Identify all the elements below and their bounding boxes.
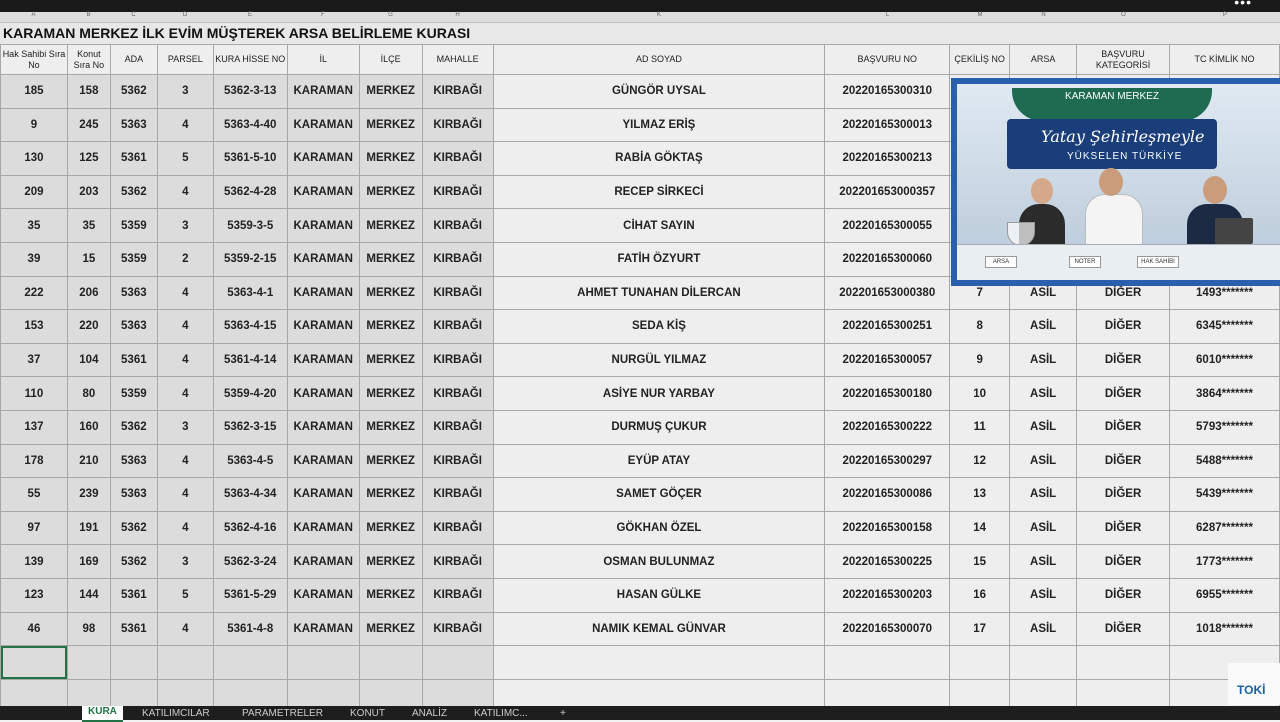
table-row xyxy=(1,444,1280,478)
cell-il[interactable]: KARAMAN xyxy=(287,511,359,545)
sheet-tab-analiz[interactable]: ANALİZ xyxy=(412,708,448,719)
cell-arsa[interactable]: ASİL xyxy=(1010,478,1077,512)
cell-kura-hisse-no[interactable]: 5361-5-29 xyxy=(213,578,287,612)
column-letter-m[interactable]: M xyxy=(977,12,983,18)
cell-cekilis-no[interactable]: 17 xyxy=(950,612,1010,646)
sheet-tab-parametreler[interactable]: PARAMETRELER xyxy=(242,708,323,719)
cell-basvuru-kategorisi[interactable]: DİĞER xyxy=(1077,578,1170,612)
cell-ilce[interactable]: MERKEZ xyxy=(359,209,422,243)
desk-sign-hak-sahibi: HAK SAHİBİ xyxy=(1137,256,1179,268)
cell-basvuru-no[interactable]: 20220165300213 xyxy=(825,142,950,176)
cell-hak-sahibi-sira-no[interactable]: 55 xyxy=(1,478,68,512)
cell-il[interactable]: KARAMAN xyxy=(287,444,359,478)
cell-konut-sira-no[interactable]: 191 xyxy=(67,511,110,545)
cell-basvuru-no[interactable]: 20220165300310 xyxy=(825,75,950,109)
cell-ada[interactable]: 5359 xyxy=(110,377,157,411)
cell-hak-sahibi-sira-no[interactable]: 110 xyxy=(1,377,68,411)
cell-ada[interactable]: 5362 xyxy=(110,545,157,579)
cell-basvuru-no[interactable]: 20220165300225 xyxy=(825,545,950,579)
cell-ilce[interactable]: MERKEZ xyxy=(359,545,422,579)
cell-ad-soyad[interactable]: GÖKHAN ÖZEL xyxy=(493,511,825,545)
cell-mahalle[interactable]: KIRBAĞI xyxy=(422,310,493,344)
cell-hak-sahibi-sira-no[interactable]: 37 xyxy=(1,343,68,377)
cell-il[interactable]: KARAMAN xyxy=(287,276,359,310)
toki-logo-text: TOKİ xyxy=(1237,683,1266,697)
empty-cell[interactable] xyxy=(422,646,493,680)
cell-arsa[interactable]: ASİL xyxy=(1010,545,1077,579)
header-tc-kimlik-no[interactable]: TC KİMLİK NO xyxy=(1170,45,1280,75)
header-ilce[interactable]: İLÇE xyxy=(359,45,422,75)
cell-ada[interactable]: 5359 xyxy=(110,242,157,276)
cell-ad-soyad[interactable]: SEDA KİŞ xyxy=(493,310,825,344)
cell-tc-kimlik-no[interactable]: 5793******* xyxy=(1170,410,1280,444)
live-stream-overlay xyxy=(951,78,1280,286)
cell-hak-sahibi-sira-no[interactable]: 39 xyxy=(1,242,68,276)
column-letter-l[interactable]: L xyxy=(885,12,890,18)
cell-ada[interactable]: 5359 xyxy=(110,209,157,243)
cell-cekilis-no[interactable]: 9 xyxy=(950,343,1010,377)
cell-basvuru-kategorisi[interactable]: DİĞER xyxy=(1077,276,1170,310)
cell-basvuru-no[interactable]: 20220165300222 xyxy=(825,410,950,444)
cell-basvuru-no[interactable]: 20220165300158 xyxy=(825,511,950,545)
cell-ad-soyad[interactable]: FATİH ÖZYURT xyxy=(493,242,825,276)
cell-kura-hisse-no[interactable]: 5362-4-28 xyxy=(213,175,287,209)
cell-kura-hisse-no[interactable]: 5359-4-20 xyxy=(213,377,287,411)
empty-cell[interactable] xyxy=(67,646,110,680)
cell-ad-soyad[interactable]: YILMAZ ERİŞ xyxy=(493,108,825,142)
column-letter-o[interactable]: O xyxy=(1121,12,1126,18)
column-letter-k[interactable]: K xyxy=(656,12,661,18)
cell-kura-hisse-no[interactable]: 5362-3-24 xyxy=(213,545,287,579)
cell-konut-sira-no[interactable]: 125 xyxy=(67,142,110,176)
cell-ad-soyad[interactable]: NAMIK KEMAL GÜNVAR xyxy=(493,612,825,646)
cell-il[interactable]: KARAMAN xyxy=(287,545,359,579)
cell-il[interactable]: KARAMAN xyxy=(287,343,359,377)
cell-kura-hisse-no[interactable]: 5359-3-5 xyxy=(213,209,287,243)
cell-konut-sira-no[interactable]: 245 xyxy=(67,108,110,142)
cell-cekilis-no[interactable]: 14 xyxy=(950,511,1010,545)
cell-mahalle[interactable]: KIRBAĞI xyxy=(422,276,493,310)
cell-ilce[interactable]: MERKEZ xyxy=(359,578,422,612)
cell-cekilis-no[interactable]: 13 xyxy=(950,478,1010,512)
laptop xyxy=(1215,218,1253,244)
cell-mahalle[interactable]: KIRBAĞI xyxy=(422,478,493,512)
cell-kura-hisse-no[interactable]: 5362-4-16 xyxy=(213,511,287,545)
cell-il[interactable]: KARAMAN xyxy=(287,142,359,176)
column-letter-header xyxy=(0,12,1280,23)
cell-ad-soyad[interactable]: RECEP SİRKECİ xyxy=(493,175,825,209)
cell-ada[interactable]: 5361 xyxy=(110,343,157,377)
cell-ilce[interactable]: MERKEZ xyxy=(359,75,422,109)
cell-basvuru-kategorisi[interactable]: DİĞER xyxy=(1077,511,1170,545)
cell-mahalle[interactable]: KIRBAĞI xyxy=(422,343,493,377)
cell-konut-sira-no[interactable]: 98 xyxy=(67,612,110,646)
cell-konut-sira-no[interactable]: 206 xyxy=(67,276,110,310)
cell-parsel[interactable]: 4 xyxy=(157,343,213,377)
cell-konut-sira-no[interactable]: 203 xyxy=(67,175,110,209)
empty-cell[interactable] xyxy=(1077,646,1170,680)
cell-ad-soyad[interactable]: EYÜP ATAY xyxy=(493,444,825,478)
cell-ilce[interactable]: MERKEZ xyxy=(359,108,422,142)
cell-hak-sahibi-sira-no[interactable]: 9 xyxy=(1,108,68,142)
cell-parsel[interactable]: 4 xyxy=(157,511,213,545)
cell-kura-hisse-no[interactable]: 5363-4-15 xyxy=(213,310,287,344)
cell-il[interactable]: KARAMAN xyxy=(287,108,359,142)
cell-kura-hisse-no[interactable]: 5363-4-1 xyxy=(213,276,287,310)
cell-parsel[interactable]: 5 xyxy=(157,142,213,176)
header-kura-hisse-no[interactable]: KURA HİSSE NO xyxy=(213,45,287,75)
sheet-tab-katilimc[interactable]: KATILIMC... xyxy=(474,708,528,719)
cell-il[interactable]: KARAMAN xyxy=(287,578,359,612)
cell-mahalle[interactable]: KIRBAĞI xyxy=(422,242,493,276)
cell-basvuru-kategorisi[interactable]: DİĞER xyxy=(1077,612,1170,646)
column-letter-p[interactable]: P xyxy=(1222,12,1227,18)
cell-ada[interactable]: 5363 xyxy=(110,276,157,310)
cell-basvuru-no[interactable]: 202201653000357 xyxy=(825,175,950,209)
cell-mahalle[interactable]: KIRBAĞI xyxy=(422,511,493,545)
header-hak-sahibi-sira-no[interactable]: Hak Sahibi Sıra No xyxy=(1,45,68,75)
header-row xyxy=(1,45,1280,75)
sheet-title-row xyxy=(0,23,1280,45)
header-cekilis-no[interactable]: ÇEKİLİŞ NO xyxy=(950,45,1010,75)
header-ad-soyad[interactable]: AD SOYAD xyxy=(493,45,825,75)
table-row xyxy=(1,545,1280,579)
cell-hak-sahibi-sira-no[interactable]: 97 xyxy=(1,511,68,545)
cell-konut-sira-no[interactable]: 144 xyxy=(67,578,110,612)
cell-ilce[interactable]: MERKEZ xyxy=(359,511,422,545)
cell-kura-hisse-no[interactable]: 5362-3-15 xyxy=(213,410,287,444)
cell-parsel[interactable]: 4 xyxy=(157,377,213,411)
cell-basvuru-no[interactable]: 20220165300013 xyxy=(825,108,950,142)
empty-cell[interactable] xyxy=(157,646,213,680)
cell-parsel[interactable]: 3 xyxy=(157,545,213,579)
cell-tc-kimlik-no[interactable]: 1493******* xyxy=(1170,276,1280,310)
header-basvuru-kategorisi[interactable]: BAŞVURU KATEGORİSİ xyxy=(1077,45,1170,75)
cell-ad-soyad[interactable]: SAMET GÖÇER xyxy=(493,478,825,512)
cell-mahalle[interactable]: KIRBAĞI xyxy=(422,377,493,411)
cell-konut-sira-no[interactable]: 239 xyxy=(67,478,110,512)
cell-mahalle[interactable]: KIRBAĞI xyxy=(422,142,493,176)
cell-parsel[interactable]: 4 xyxy=(157,108,213,142)
column-letter-h[interactable]: H xyxy=(455,12,460,18)
cell-kura-hisse-no[interactable]: 5361-4-14 xyxy=(213,343,287,377)
column-letter-b[interactable]: B xyxy=(86,12,91,18)
cell-il[interactable]: KARAMAN xyxy=(287,75,359,109)
table-row xyxy=(1,578,1280,612)
cell-basvuru-no[interactable]: 20220165300297 xyxy=(825,444,950,478)
cell-tc-kimlik-no[interactable]: 5488******* xyxy=(1170,444,1280,478)
cell-kura-hisse-no[interactable]: 5363-4-40 xyxy=(213,108,287,142)
cell-il[interactable]: KARAMAN xyxy=(287,410,359,444)
cell-ilce[interactable]: MERKEZ xyxy=(359,410,422,444)
cell-mahalle[interactable]: KIRBAĞI xyxy=(422,612,493,646)
cell-arsa[interactable]: ASİL xyxy=(1010,310,1077,344)
presenter-left-head xyxy=(1031,178,1053,204)
cell-hak-sahibi-sira-no[interactable]: 178 xyxy=(1,444,68,478)
cell-ada[interactable]: 5361 xyxy=(110,578,157,612)
cell-ad-soyad[interactable]: AHMET TUNAHAN DİLERCAN xyxy=(493,276,825,310)
cell-konut-sira-no[interactable]: 15 xyxy=(67,242,110,276)
stream-board xyxy=(1007,119,1217,169)
cell-il[interactable]: KARAMAN xyxy=(287,209,359,243)
stream-scene xyxy=(957,84,1280,280)
cell-hak-sahibi-sira-no[interactable]: 153 xyxy=(1,310,68,344)
window-top-bar xyxy=(0,0,1280,12)
cell-ad-soyad[interactable]: GÜNGÖR UYSAL xyxy=(493,75,825,109)
cell-il[interactable]: KARAMAN xyxy=(287,242,359,276)
cell-hak-sahibi-sira-no[interactable]: 185 xyxy=(1,75,68,109)
cell-mahalle[interactable]: KIRBAĞI xyxy=(422,410,493,444)
table-row xyxy=(1,343,1280,377)
cell-konut-sira-no[interactable]: 158 xyxy=(67,75,110,109)
cell-kura-hisse-no[interactable]: 5363-4-5 xyxy=(213,444,287,478)
header-il[interactable]: İL xyxy=(287,45,359,75)
cell-basvuru-no[interactable]: 20220165300070 xyxy=(825,612,950,646)
sheet-tab-katilimcilar[interactable]: KATILIMCILAR xyxy=(142,708,210,719)
cell-basvuru-no[interactable]: 20220165300180 xyxy=(825,377,950,411)
empty-cell[interactable] xyxy=(359,646,422,680)
cell-parsel[interactable]: 4 xyxy=(157,310,213,344)
cell-konut-sira-no[interactable]: 169 xyxy=(67,545,110,579)
cell-ilce[interactable]: MERKEZ xyxy=(359,276,422,310)
cell-ada[interactable]: 5363 xyxy=(110,108,157,142)
cell-basvuru-kategorisi[interactable]: DİĞER xyxy=(1077,343,1170,377)
sheet-tab-bar xyxy=(0,706,1280,720)
cell-basvuru-no[interactable]: 20220165300086 xyxy=(825,478,950,512)
cell-konut-sira-no[interactable]: 160 xyxy=(67,410,110,444)
column-letter-c[interactable]: C xyxy=(131,12,136,18)
stream-banner: KARAMAN MERKEZ xyxy=(1012,88,1212,121)
header-basvuru-no[interactable]: BAŞVURU NO xyxy=(825,45,950,75)
cell-ilce[interactable]: MERKEZ xyxy=(359,377,422,411)
cell-basvuru-no[interactable]: 20220165300060 xyxy=(825,242,950,276)
cell-il[interactable]: KARAMAN xyxy=(287,478,359,512)
empty-cell[interactable] xyxy=(110,646,157,680)
empty-cell[interactable] xyxy=(287,646,359,680)
cell-basvuru-kategorisi[interactable]: DİĞER xyxy=(1077,410,1170,444)
cell-mahalle[interactable]: KIRBAĞI xyxy=(422,175,493,209)
cell-konut-sira-no[interactable]: 104 xyxy=(67,343,110,377)
cell-ada[interactable]: 5361 xyxy=(110,142,157,176)
cell-tc-kimlik-no[interactable]: 6955******* xyxy=(1170,578,1280,612)
cell-cekilis-no[interactable]: 7 xyxy=(950,276,1010,310)
cell-basvuru-kategorisi[interactable]: DİĞER xyxy=(1077,310,1170,344)
cell-parsel[interactable]: 3 xyxy=(157,75,213,109)
cell-basvuru-kategorisi[interactable]: DİĞER xyxy=(1077,545,1170,579)
cell-mahalle[interactable]: KIRBAĞI xyxy=(422,444,493,478)
cell-ilce[interactable]: MERKEZ xyxy=(359,175,422,209)
table-row xyxy=(1,410,1280,444)
cell-hak-sahibi-sira-no[interactable]: 222 xyxy=(1,276,68,310)
cell-cekilis-no[interactable]: 12 xyxy=(950,444,1010,478)
cell-ad-soyad[interactable]: HASAN GÜLKE xyxy=(493,578,825,612)
add-sheet-icon[interactable]: + xyxy=(560,708,566,719)
cell-basvuru-no[interactable]: 20220165300203 xyxy=(825,578,950,612)
cell-mahalle[interactable]: KIRBAĞI xyxy=(422,578,493,612)
cell-mahalle[interactable]: KIRBAĞI xyxy=(422,545,493,579)
cell-parsel[interactable]: 4 xyxy=(157,175,213,209)
sheet-tab-kura[interactable]: KURA xyxy=(82,706,123,722)
cell-cekilis-no[interactable]: 11 xyxy=(950,410,1010,444)
cell-arsa[interactable]: ASİL xyxy=(1010,612,1077,646)
presenter-center xyxy=(1085,194,1143,251)
cell-ilce[interactable]: MERKEZ xyxy=(359,612,422,646)
cell-kura-hisse-no[interactable]: 5359-2-15 xyxy=(213,242,287,276)
cell-cekilis-no[interactable]: 10 xyxy=(950,377,1010,411)
cell-hak-sahibi-sira-no[interactable]: 123 xyxy=(1,578,68,612)
presenter-right-head xyxy=(1203,176,1227,204)
cell-kura-hisse-no[interactable]: 5361-4-8 xyxy=(213,612,287,646)
cell-basvuru-kategorisi[interactable]: DİĞER xyxy=(1077,478,1170,512)
cell-kura-hisse-no[interactable]: 5362-3-13 xyxy=(213,75,287,109)
sheet-tab-konut[interactable]: KONUT xyxy=(350,708,385,719)
cell-ilce[interactable]: MERKEZ xyxy=(359,444,422,478)
cell-il[interactable]: KARAMAN xyxy=(287,310,359,344)
cell-ilce[interactable]: MERKEZ xyxy=(359,142,422,176)
cell-ilce[interactable]: MERKEZ xyxy=(359,242,422,276)
cell-arsa[interactable]: ASİL xyxy=(1010,511,1077,545)
column-letter-f[interactable]: F xyxy=(321,12,325,18)
cell-konut-sira-no[interactable]: 80 xyxy=(67,377,110,411)
cell-arsa[interactable]: ASİL xyxy=(1010,578,1077,612)
empty-cell[interactable] xyxy=(1010,646,1077,680)
cell-ada[interactable]: 5363 xyxy=(110,444,157,478)
cell-tc-kimlik-no[interactable]: 1773******* xyxy=(1170,545,1280,579)
cell-ada[interactable]: 5363 xyxy=(110,310,157,344)
cell-parsel[interactable]: 4 xyxy=(157,612,213,646)
cell-basvuru-kategorisi[interactable]: DİĞER xyxy=(1077,444,1170,478)
header-arsa[interactable]: ARSA xyxy=(1010,45,1077,75)
cell-ada[interactable]: 5363 xyxy=(110,478,157,512)
cell-parsel[interactable]: 3 xyxy=(157,209,213,243)
cell-parsel[interactable]: 4 xyxy=(157,444,213,478)
table-row xyxy=(1,511,1280,545)
empty-cell[interactable] xyxy=(825,646,950,680)
cell-ad-soyad[interactable]: RABİA GÖKTAŞ xyxy=(493,142,825,176)
cell-ilce[interactable]: MERKEZ xyxy=(359,310,422,344)
board-subtitle: YÜKSELEN TÜRKİYE xyxy=(1067,151,1183,162)
cell-arsa[interactable]: ASİL xyxy=(1010,377,1077,411)
cell-kura-hisse-no[interactable]: 5361-5-10 xyxy=(213,142,287,176)
cell-parsel[interactable]: 3 xyxy=(157,410,213,444)
cell-tc-kimlik-no[interactable]: 3864******* xyxy=(1170,377,1280,411)
table-row xyxy=(1,310,1280,344)
cell-il[interactable]: KARAMAN xyxy=(287,175,359,209)
cell-ad-soyad[interactable]: NURGÜL YILMAZ xyxy=(493,343,825,377)
cell-il[interactable]: KARAMAN xyxy=(287,377,359,411)
cell-il[interactable]: KARAMAN xyxy=(287,612,359,646)
column-letter-d[interactable]: D xyxy=(182,12,188,18)
cell-tc-kimlik-no[interactable]: 5439******* xyxy=(1170,478,1280,512)
cell-ad-soyad[interactable]: OSMAN BULUNMAZ xyxy=(493,545,825,579)
board-slogan: Yatay Şehirleşmeyle xyxy=(1041,127,1205,146)
cell-ad-soyad[interactable]: CİHAT SAYIN xyxy=(493,209,825,243)
desk-sign-arsa: ARSA xyxy=(985,256,1017,268)
header-konut-sira-no[interactable]: Konut Sıra No xyxy=(67,45,110,75)
column-letter-e[interactable]: E xyxy=(247,12,252,18)
cell-konut-sira-no[interactable]: 35 xyxy=(67,209,110,243)
cell-ad-soyad[interactable]: ASİYE NUR YARBAY xyxy=(493,377,825,411)
empty-cell[interactable] xyxy=(1,646,68,680)
cell-cekilis-no[interactable]: 15 xyxy=(950,545,1010,579)
cell-ada[interactable]: 5362 xyxy=(110,75,157,109)
cell-tc-kimlik-no[interactable]: 6010******* xyxy=(1170,343,1280,377)
cell-arsa[interactable]: ASİL xyxy=(1010,276,1077,310)
cell-konut-sira-no[interactable]: 220 xyxy=(67,310,110,344)
cell-mahalle[interactable]: KIRBAĞI xyxy=(422,108,493,142)
column-letter-a[interactable]: A xyxy=(31,12,36,18)
cell-arsa[interactable]: ASİL xyxy=(1010,410,1077,444)
cell-parsel[interactable]: 4 xyxy=(157,276,213,310)
cell-basvuru-no[interactable]: 20220165300055 xyxy=(825,209,950,243)
header-mahalle[interactable]: MAHALLE xyxy=(422,45,493,75)
cell-ada[interactable]: 5361 xyxy=(110,612,157,646)
header-parsel[interactable]: PARSEL xyxy=(157,45,213,75)
cell-ada[interactable]: 5362 xyxy=(110,511,157,545)
cell-hak-sahibi-sira-no[interactable]: 46 xyxy=(1,612,68,646)
cell-parsel[interactable]: 4 xyxy=(157,478,213,512)
cell-ada[interactable]: 5362 xyxy=(110,175,157,209)
cell-arsa[interactable]: ASİL xyxy=(1010,343,1077,377)
column-letter-g[interactable]: G xyxy=(388,12,393,18)
table-row xyxy=(1,377,1280,411)
cell-ad-soyad[interactable]: DURMUŞ ÇUKUR xyxy=(493,410,825,444)
cell-cekilis-no[interactable]: 16 xyxy=(950,578,1010,612)
cell-hak-sahibi-sira-no[interactable]: 209 xyxy=(1,175,68,209)
empty-cell[interactable] xyxy=(493,646,825,680)
more-options-icon[interactable]: ••• xyxy=(1234,0,1252,10)
cell-basvuru-no[interactable]: 20220165300251 xyxy=(825,310,950,344)
cell-mahalle[interactable]: KIRBAĞI xyxy=(422,209,493,243)
cell-hak-sahibi-sira-no[interactable]: 139 xyxy=(1,545,68,579)
column-letter-n[interactable]: N xyxy=(1041,12,1046,18)
toki-logo xyxy=(1228,663,1280,705)
cell-hak-sahibi-sira-no[interactable]: 130 xyxy=(1,142,68,176)
presenter-center-head xyxy=(1099,168,1123,196)
cell-basvuru-kategorisi[interactable]: DİĞER xyxy=(1077,377,1170,411)
cell-hak-sahibi-sira-no[interactable]: 137 xyxy=(1,410,68,444)
cell-tc-kimlik-no[interactable]: 6287******* xyxy=(1170,511,1280,545)
table-row xyxy=(1,478,1280,512)
cell-basvuru-no[interactable]: 202201653000380 xyxy=(825,276,950,310)
empty-row xyxy=(1,646,1280,680)
cell-mahalle[interactable]: KIRBAĞI xyxy=(422,75,493,109)
empty-cell[interactable] xyxy=(950,646,1010,680)
cell-arsa[interactable]: ASİL xyxy=(1010,444,1077,478)
header-ada[interactable]: ADA xyxy=(110,45,157,75)
cell-tc-kimlik-no[interactable]: 1018******* xyxy=(1170,612,1280,646)
desk-sign-noter: NOTER xyxy=(1069,256,1101,268)
cell-kura-hisse-no[interactable]: 5363-4-34 xyxy=(213,478,287,512)
cell-ada[interactable]: 5362 xyxy=(110,410,157,444)
cell-konut-sira-no[interactable]: 210 xyxy=(67,444,110,478)
cell-parsel[interactable]: 5 xyxy=(157,578,213,612)
sheet-title: KARAMAN MERKEZ İLK EVİM MÜŞTEREK ARSA BELİRLEME KURASI xyxy=(3,25,471,41)
cell-cekilis-no[interactable]: 8 xyxy=(950,310,1010,344)
cell-tc-kimlik-no[interactable]: 6345******* xyxy=(1170,310,1280,344)
cell-parsel[interactable]: 2 xyxy=(157,242,213,276)
table-row xyxy=(1,612,1280,646)
cell-basvuru-no[interactable]: 20220165300057 xyxy=(825,343,950,377)
cell-ilce[interactable]: MERKEZ xyxy=(359,478,422,512)
cell-hak-sahibi-sira-no[interactable]: 35 xyxy=(1,209,68,243)
cell-ilce[interactable]: MERKEZ xyxy=(359,343,422,377)
empty-cell[interactable] xyxy=(213,646,287,680)
